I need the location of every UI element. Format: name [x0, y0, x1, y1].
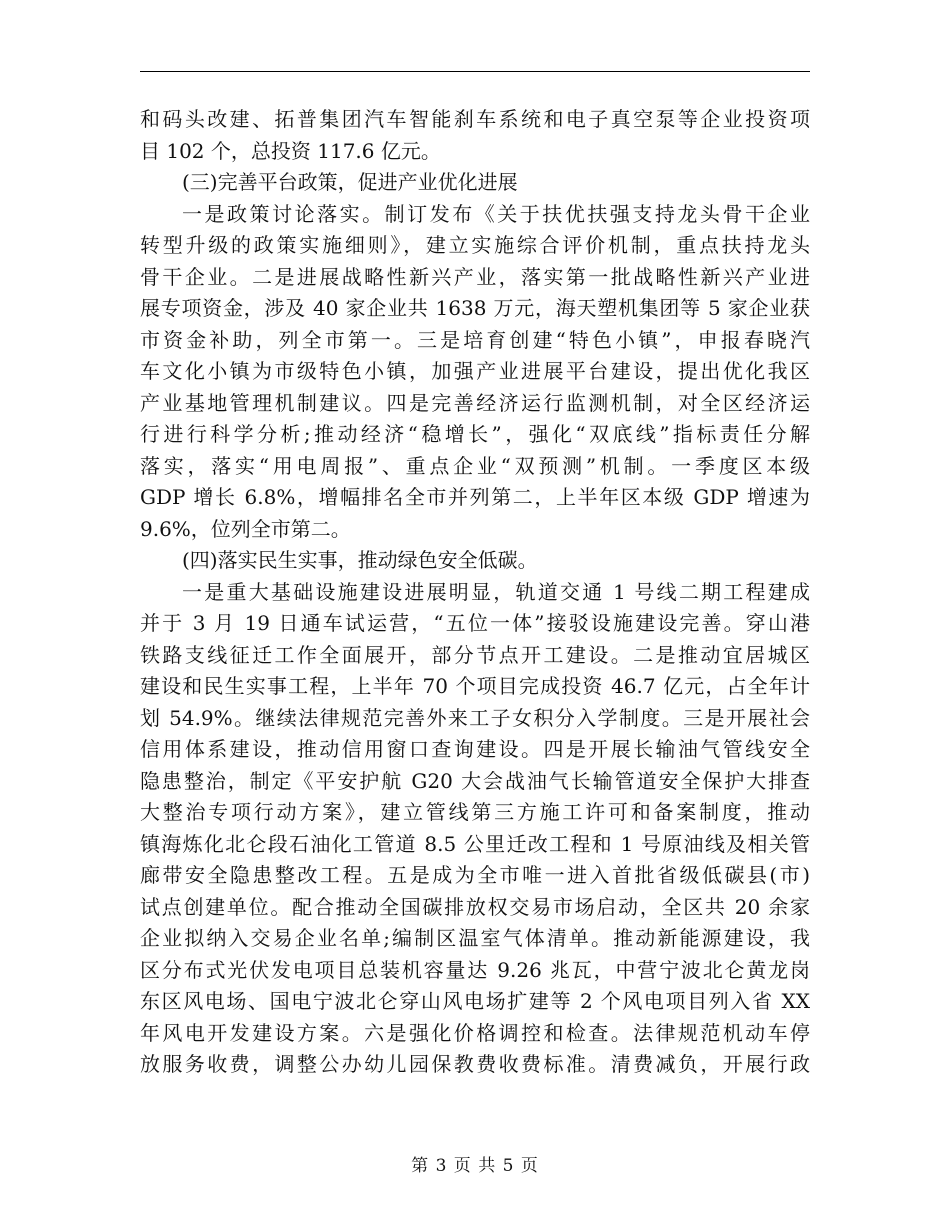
text-line: 车文化小镇为市级特色小镇，加强产业进展平台建设，提出优化我区 — [140, 359, 810, 383]
text-line: 行进行科学分析;推动经济“稳增长”，强化“双底线”指标责任分解 — [140, 422, 810, 446]
text-line: 和码头改建、拓普集团汽车智能刹车系统和电子真空泵等企业投资项 — [140, 107, 810, 131]
header-rule — [140, 71, 810, 72]
text-line: 试点创建单位。配合推动全国碳排放权交易市场启动，全区共 20 余家 — [140, 894, 810, 919]
text-line: 隐患整治，制定《平安护航 G20 大会战油气长输管道安全保护大排查 — [140, 768, 810, 793]
text-line: 市资金补助，列全市第一。三是培育创建“特色小镇”，申报春晓汽 — [140, 327, 810, 352]
text-line: 9.6%，位列全市第二。 — [140, 516, 351, 541]
text-line: (四)落实民生实事，推动绿色安全低碳。 — [182, 548, 538, 572]
text-line: 骨干企业。二是进展战略性新兴产业，落实第一批战略性新兴产业进 — [140, 264, 810, 289]
text-line: 落实，落实“用电周报”、重点企业“双预测”机制。一季度区本级 — [140, 453, 810, 478]
text-line: 铁路支线征迁工作全面展开，部分节点开工建设。二是推动宜居城区 — [140, 642, 810, 667]
document-body — [140, 104, 810, 1081]
text-line: 镇海炼化北仑段石油化工管道 8.5 公里迁改工程和 1 号原油线及相关管 — [140, 831, 810, 856]
text-line: 东区风电场、国电宁波北仑穿山风电场扩建等 2 个风电项目列入省 XX — [140, 989, 810, 1013]
text-line: 展专项资金，涉及 40 家企业共 1638 万元，海天塑机集团等 5 家企业获 — [140, 296, 810, 320]
text-line: 廊带安全隐患整改工程。五是成为全市唯一进入首批省级低碳县(市) — [140, 863, 810, 887]
text-line: 产业基地管理机制建议。四是完善经济运行监测机制，对全区经济运 — [140, 390, 810, 415]
text-line: 信用体系建设，推动信用窗口查询建设。四是开展长输油气管线安全 — [140, 737, 810, 761]
text-line: 年风电开发建设方案。六是强化价格调控和检查。法律规范机动车停 — [140, 1020, 810, 1045]
page-footer: 第 3 页 共 5 页 — [411, 1156, 539, 1176]
text-line: 并于 3 月 19 日通车试运营，“五位一体”接驳设施建设完善。穿山港 — [140, 611, 810, 635]
text-line: 一是重大基础设施建设进展明显，轨道交通 1 号线二期工程建成 — [182, 579, 810, 604]
text-line: 建设和民生实事工程，上半年 70 个项目完成投资 46.7 亿元，占全年计 — [140, 674, 810, 698]
text-line: 放服务收费，调整公办幼儿园保教费收费标准。清费减负，开展行政 — [140, 1052, 810, 1076]
text-line: 大整治专项行动方案》，建立管线第三方施工许可和备案制度，推动 — [140, 800, 810, 824]
text-line: 企业拟纳入交易企业名单;编制区温室气体清单。推动新能源建设，我 — [140, 926, 810, 950]
text-line: GDP 增长 6.8%，增幅排名全市并列第二，上半年区本级 GDP 增速为 — [140, 485, 810, 509]
text-line: 一是政策讨论落实。制订发布《关于扶优扶强支持龙头骨干企业 — [182, 201, 810, 226]
text-line: (三)完善平台政策，促进产业优化进展 — [182, 170, 518, 194]
text-line: 转型升级的政策实施细则》，建立实施综合评价机制，重点扶持龙头 — [140, 233, 810, 257]
text-line: 目 102 个，总投资 117.6 亿元。 — [140, 138, 441, 163]
text-line: 划 54.9%。继续法律规范完善外来工子女积分入学制度。三是开展社会 — [140, 705, 810, 730]
text-line: 区分布式光伏发电项目总装机容量达 9.26 兆瓦，中营宁波北仑黄龙岗 — [140, 957, 810, 982]
